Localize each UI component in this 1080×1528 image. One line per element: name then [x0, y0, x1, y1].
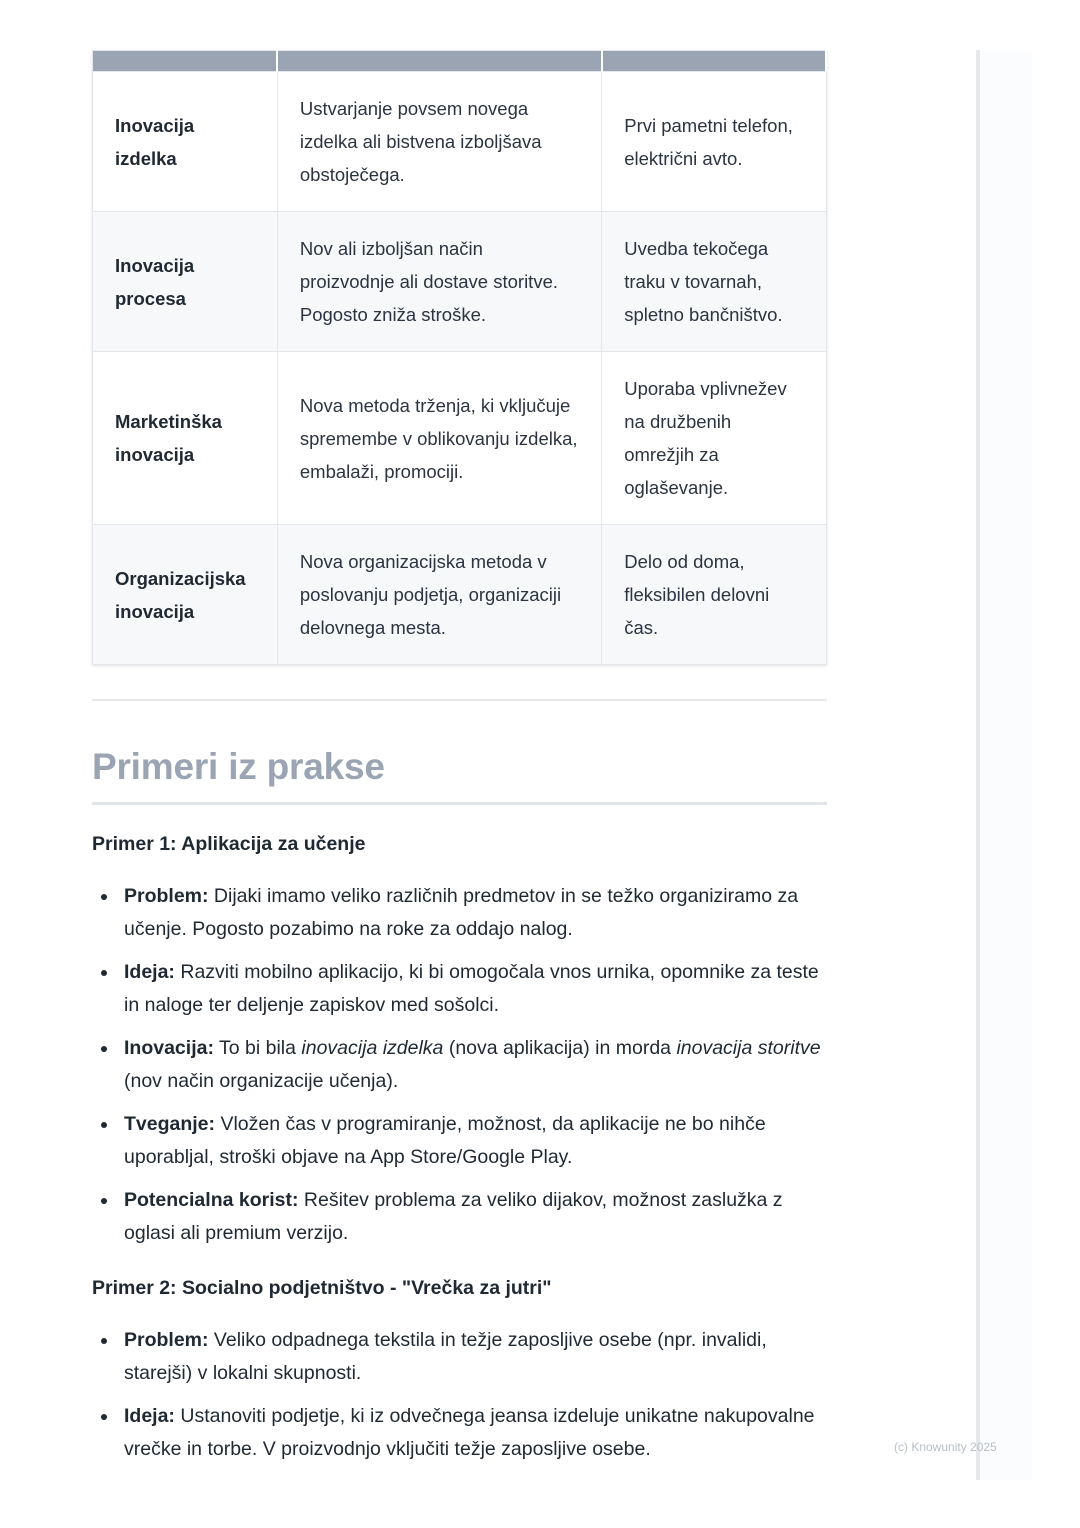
table-cell-example: Uporaba vplivnežev na družbenih omrežjih za oglaševanje. [602, 352, 826, 525]
item-text: (nov način organizacije učenja). [124, 1070, 399, 1092]
table-row [93, 352, 827, 525]
table-cell-type: Inovacija procesa [93, 212, 278, 352]
table-header-cell [602, 51, 826, 72]
list-item [92, 1324, 827, 1390]
table-cell-example: Uvedba tekočega traku v tovarnah, spletno bančništvo. [602, 212, 826, 352]
title-underline [92, 802, 827, 805]
item-label: Tveganje: [124, 1113, 216, 1135]
table-cell-type: Organizacijska inovacija [93, 525, 278, 665]
table-header-cell [93, 51, 278, 72]
table-cell-type: Inovacija izdelka [93, 72, 278, 212]
bullet-icon [101, 1338, 107, 1344]
innovation-types-table [92, 50, 827, 665]
table-header-cell [277, 51, 601, 72]
section-divider [92, 699, 827, 701]
item-text: Ustanoviti podjetje, ki iz odvečnega jeansa izdeluje unikatne nakupovalne vrečke in torbe. V proizvodnjo vključiti težje zaposljive osebe. [124, 1405, 815, 1460]
bullet-icon [101, 1198, 107, 1204]
item-text: Vložen čas v programiranje, možnost, da aplikacije ne bo nihče uporabljal, stroški objave na App Store/Google Play. [124, 1113, 766, 1168]
item-text: Razviti mobilno aplikacijo, ki bi omogočala vnos urnika, opomnike za teste in naloge ter deljenje zapiskov med sošolci. [124, 961, 819, 1016]
item-label: Ideja: [124, 1405, 175, 1427]
example-1-heading: Primer 1: Aplikacija za učenje [92, 833, 366, 855]
table-cell-description: Nov ali izboljšan način proizvodnje ali dostave storitve. Pogosto zniža stroške. [277, 212, 601, 352]
item-text: Dijaki imamo veliko različnih predmetov in se težko organiziramo za učenje. Pogosto pozabimo na roke za oddajo nalog. [124, 885, 799, 940]
copyright-watermark: (c) Knowunity 2025 [894, 1440, 997, 1454]
example-2-list [92, 1324, 827, 1466]
table-cell-description: Nova metoda trženja, ki vključuje spremembe v oblikovanju izdelka, embalaži, promociji. [277, 352, 601, 525]
example-1-list [92, 880, 827, 1250]
bullet-icon [101, 1046, 107, 1052]
document-page [92, 50, 827, 1476]
list-item [92, 880, 827, 946]
item-text: Rešitev problema za veliko dijakov, možnost zaslužka z oglasi ali premium verzijo. [124, 1189, 783, 1244]
table-cell-type: Marketinška inovacija [93, 352, 278, 525]
item-text: Veliko odpadnega tekstila in težje zaposljive osebe (npr. invalidi, starejši) v lokalni skupnosti. [124, 1329, 767, 1384]
item-text: (nova aplikacija) in morda [443, 1037, 677, 1059]
bullet-icon [101, 1414, 107, 1420]
list-item [92, 956, 827, 1022]
section-title: Primeri iz prakse [92, 746, 385, 787]
bullet-icon [101, 894, 107, 900]
item-label: Problem: [124, 885, 209, 907]
table-cell-example: Prvi pametni telefon, električni avto. [602, 72, 826, 212]
table-cell-example: Delo od doma, fleksibilen delovni čas. [602, 525, 826, 665]
bullet-icon [101, 970, 107, 976]
list-item [92, 1184, 827, 1250]
table-cell-description: Ustvarjanje povsem novega izdelka ali bistvena izboljšava obstoječega. [277, 72, 601, 212]
item-label: Problem: [124, 1329, 209, 1351]
list-item [92, 1400, 827, 1466]
item-label: Potencialna korist: [124, 1189, 299, 1211]
side-scroll-strip [976, 50, 980, 1480]
example-2-heading: Primer 2: Socialno podjetništvo - "Vrečka za jutri" [92, 1277, 552, 1299]
table-row [93, 212, 827, 352]
item-label: Ideja: [124, 961, 175, 983]
table-cell-description: Nova organizacijska metoda v poslovanju podjetja, organizaciji delovnega mesta. [277, 525, 601, 665]
table-row [93, 72, 827, 212]
list-item [92, 1108, 827, 1174]
list-item [92, 1032, 827, 1098]
table-row [93, 525, 827, 665]
table-header-row [93, 51, 827, 72]
side-panel [980, 50, 1032, 1480]
item-emphasis: inovacija storitve [676, 1037, 821, 1059]
item-emphasis: inovacija izdelka [301, 1037, 444, 1059]
bullet-icon [101, 1122, 107, 1128]
item-label: Inovacija: [124, 1037, 214, 1059]
item-text: To bi bila [213, 1037, 302, 1059]
